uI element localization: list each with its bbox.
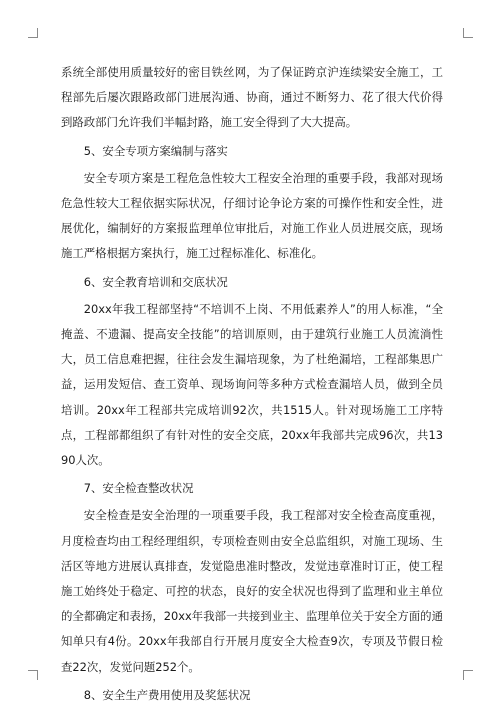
section-heading: 8、安全生产费用使用及奖惩状况 xyxy=(83,687,251,702)
section-heading: 5、安全专项方案编制与落实 xyxy=(83,143,228,158)
crop-mark-top-left xyxy=(28,28,38,38)
crop-mark-bottom-right xyxy=(463,670,473,680)
body-paragraph: 安全专项方案是工程危急性较大工程安全治理的重要手段，我部对现场危急性较大工程依据实际状况，仔细讨论争论方案的可操作性和安全性，进展优化，编制好的方案报监理单位审批后，对施工作业人员进展交底，现场施工严格根据方案执行，施工过程标准化、标准化。 xyxy=(61,170,443,261)
body-paragraph: 系统全部使用质量较好的密目铁丝网，为了保证跨京沪连续梁安全施工，工程部先后屡次跟路政部门进展沟通、协商，通过不断努力、花了很大代价得到路政部门允许我们半幅封路，施工安全得到了大大提高。 xyxy=(61,65,443,130)
section-heading: 7、安全检查整改状况 xyxy=(83,481,194,496)
body-paragraph: 安全检查是安全治理的一项重要手段，我工程部对安全检查高度重视，月度检查均由工程经理组织，专项检查则由安全总监组织，对施工现场、生活区等地方进展认真排查，发觉隐患准时整改，发觉违章准时订正，使工程施工始终处于稳定、可控的状态，良好的安全状况也得到了监理和业主单位的全都确定和表扬，20xx年我部一共接到业主、监理单位关于安全方面的通知单只有4份。20xx年我部自行开展月度安全大检查9次，专项及节假日检查22次，发觉问题252个。 xyxy=(61,508,443,674)
crop-mark-top-right xyxy=(463,28,473,38)
document-body xyxy=(61,60,443,710)
section-heading: 6、安全教育培训和交底状况 xyxy=(83,274,228,289)
crop-mark-bottom-left xyxy=(28,670,38,680)
body-paragraph: 20xx年我工程部坚持“不培训不上岗、不用低素养人”的用人标准，“全掩盖、不遗漏、提高安全技能”的培训原则，由于建筑行业施工人员流淌性大，员工信息难把握，往往会发生漏培现象，为了杜绝漏培，工程部集思广益，运用发短信、查工资单、现场询问等多种方式检查漏培人员，做到全员培训。20xx年工程部共完成培训92次，共1515人。针对现场施工工序特点，工程部都组织了有针对性的安全交底，20xx年我部共完成96次，共1390人次。 xyxy=(61,301,443,468)
